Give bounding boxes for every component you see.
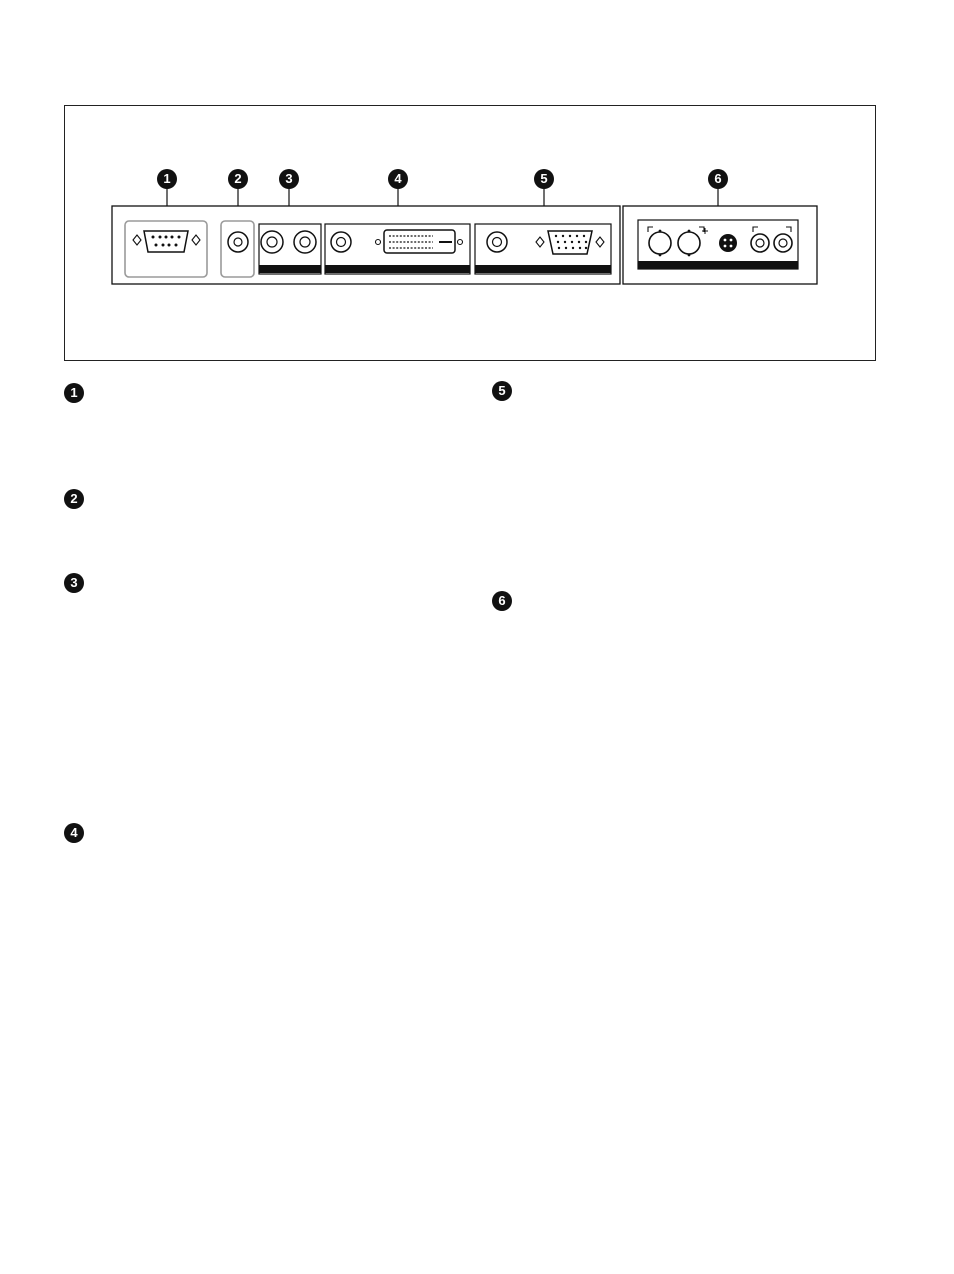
section-marker-5: 5 bbox=[492, 381, 512, 401]
section-marker-4: 4 bbox=[64, 823, 84, 843]
figure-callout-6: 6 bbox=[708, 169, 728, 189]
section-marker-6: 6 bbox=[492, 591, 512, 611]
section-marker-3: 3 bbox=[64, 573, 84, 593]
figure-callout-4: 4 bbox=[388, 169, 408, 189]
video-input-panel bbox=[623, 206, 817, 284]
figure-callout-1: 1 bbox=[157, 169, 177, 189]
figure-callout-5: 5 bbox=[534, 169, 554, 189]
figure-callout-2: 2 bbox=[228, 169, 248, 189]
figure-callout-3: 3 bbox=[279, 169, 299, 189]
section-marker-1: 1 bbox=[64, 383, 84, 403]
section-marker-2: 2 bbox=[64, 489, 84, 509]
